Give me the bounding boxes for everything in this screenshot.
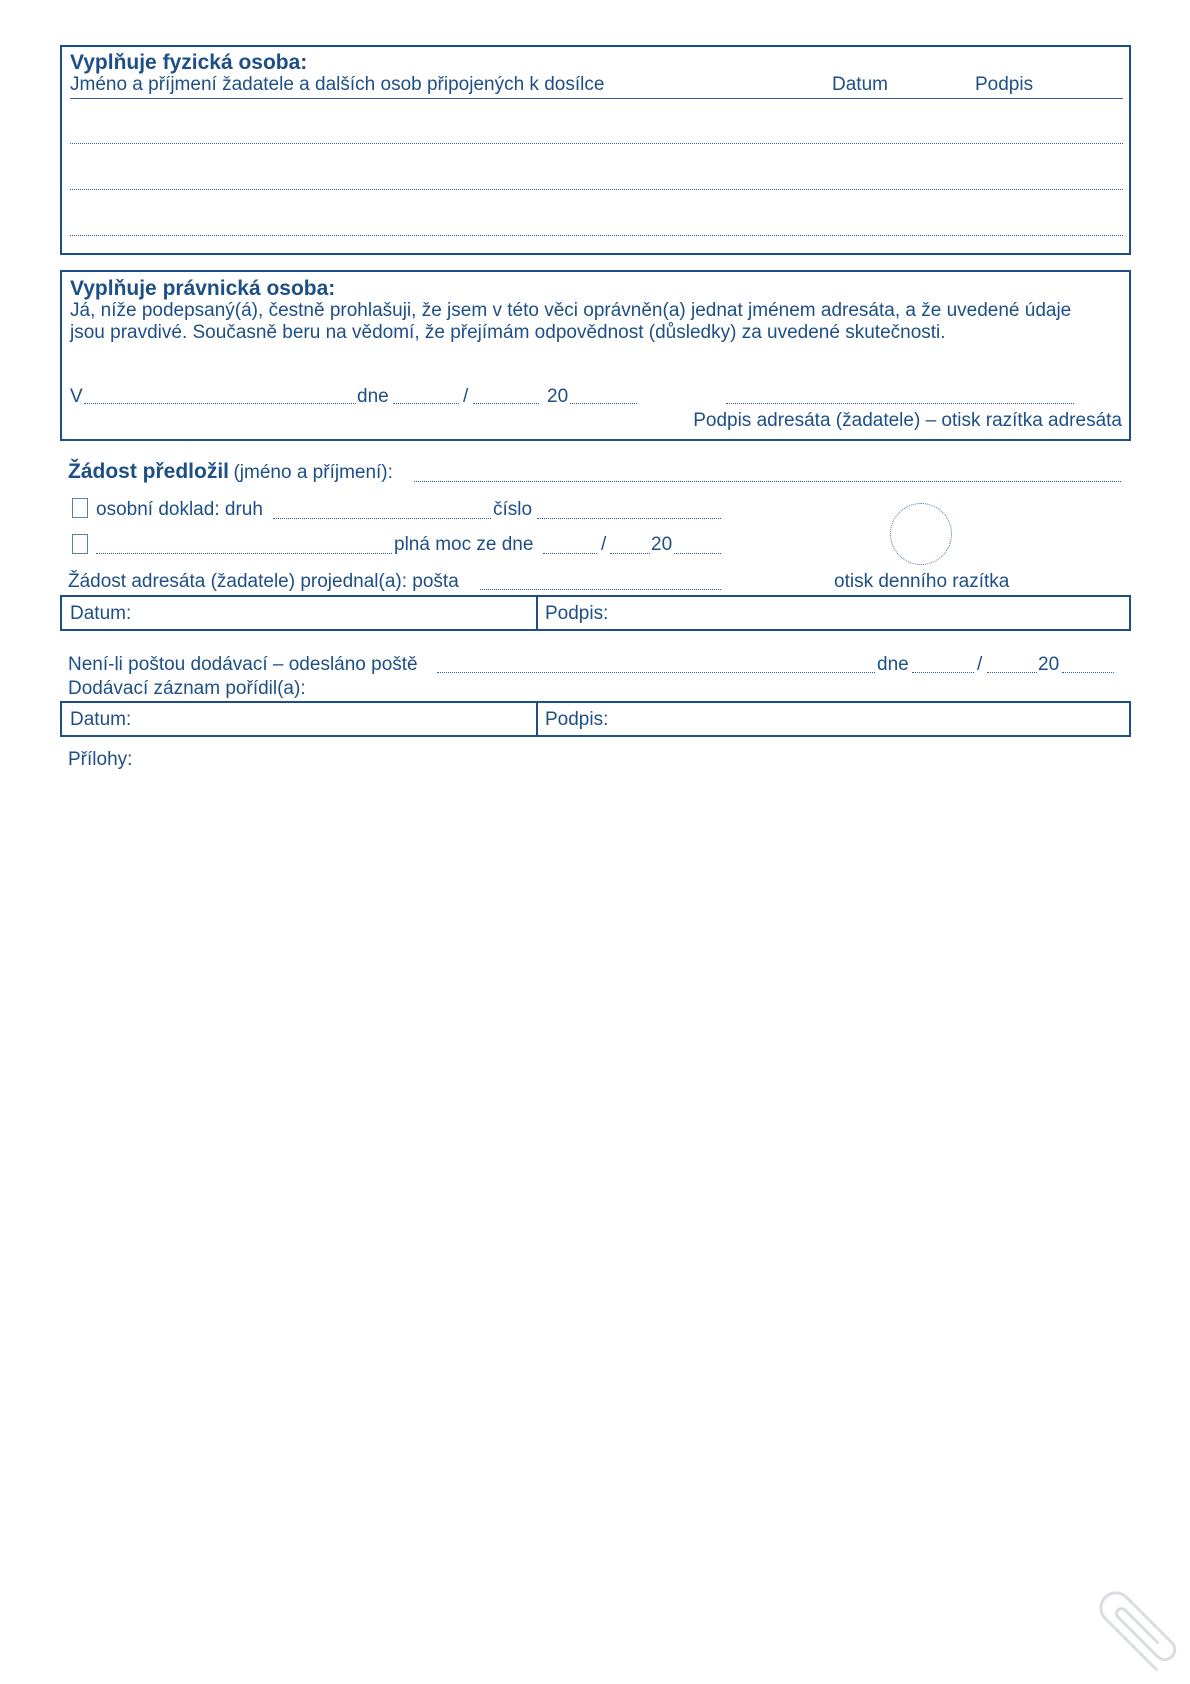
submission-title-bold: Žádost předložil — [68, 460, 230, 483]
poa-day-field[interactable] — [543, 553, 597, 554]
submission-date-signature-row — [60, 595, 1131, 631]
applicant-entry-line-2[interactable] — [70, 189, 1123, 190]
delivery-slash: / — [977, 654, 983, 675]
applicant-name-label: Jméno a příjmení žadatele a dalších osob připojených k dosílce — [70, 74, 605, 95]
poa-slash: / — [601, 534, 607, 555]
place-prefix: V — [70, 386, 83, 407]
date-slash: / — [463, 386, 469, 407]
delivery-date-word: dne — [877, 654, 909, 675]
place-field[interactable] — [84, 403, 356, 404]
addressee-signature-caption: Podpis adresáta (žadatele) – otisk razítka adresáta — [693, 410, 1122, 431]
natural-person-heading: Vyplňuje fyzická osoba: — [70, 51, 308, 74]
date-day-field[interactable] — [393, 403, 459, 404]
header-underline — [70, 98, 1123, 99]
legal-person-heading: Vyplňuje právnická osoba: — [70, 277, 336, 300]
post-office-field[interactable] — [480, 589, 721, 590]
row2-divider — [536, 703, 538, 735]
applicant-entry-line-3[interactable] — [70, 235, 1123, 236]
power-of-attorney-label: plná moc ze dne — [394, 534, 534, 555]
processed-by-label: Žádost adresáta (žadatele) projednal(a): pošta — [68, 571, 459, 592]
id-number-label: číslo — [493, 499, 533, 520]
delivery-date-label: Datum: — [70, 709, 132, 730]
delivery-signature-label: Podpis: — [545, 709, 609, 730]
date-column-label: Datum — [832, 74, 888, 95]
declaration-text-line-1: Já, níže podepsaný(á), čestně prohlašuji, že jsem v této věci oprávněn(a) jednat jménem adresáta, a že uvedené údaje — [70, 300, 1072, 321]
submission-signature-label: Podpis: — [545, 603, 609, 624]
legal-person-box — [60, 270, 1131, 441]
power-of-attorney-checkbox[interactable] — [72, 534, 88, 554]
poa-year-prefix: 20 — [651, 534, 673, 555]
delivery-month-field[interactable] — [987, 672, 1037, 673]
signature-column-label: Podpis — [975, 74, 1034, 95]
date-word: dne — [357, 386, 389, 407]
date-month-field[interactable] — [473, 403, 539, 404]
delivery-year-prefix: 20 — [1038, 654, 1060, 675]
sent-to-post-office-field[interactable] — [437, 672, 875, 673]
delivery-date-signature-row — [60, 701, 1131, 737]
delivery-record-label: Dodávací záznam pořídil(a): — [68, 678, 306, 699]
id-document-label: osobní doklad: druh — [96, 499, 263, 520]
date-year-field[interactable] — [570, 403, 637, 404]
declaration-text-line-2: jsou pravdivé. Současně beru na vědomí, že přejímám odpovědnost (důsledky) za uvedené skutečnosti. — [70, 322, 946, 343]
addressee-signature-field[interactable] — [726, 403, 1074, 404]
submission-title-rest: (jméno a příjmení): — [233, 462, 393, 483]
poa-year-field[interactable] — [674, 553, 721, 554]
submission-date-label: Datum: — [70, 603, 132, 624]
stamp-caption: otisk denního razítka — [834, 571, 1010, 592]
applicant-entry-line-1[interactable] — [70, 143, 1123, 144]
attachments-label: Přílohy: — [68, 749, 133, 770]
delivery-day-field[interactable] — [912, 672, 974, 673]
paperclip-icon — [1080, 1572, 1190, 1682]
id-document-checkbox[interactable] — [72, 498, 88, 518]
submission-title — [68, 460, 393, 486]
submitter-name-field[interactable] — [414, 481, 1121, 482]
delivery-year-field[interactable] — [1062, 672, 1114, 673]
natural-person-box — [60, 45, 1131, 255]
power-of-attorney-holder-field[interactable] — [96, 553, 392, 554]
not-delivering-label: Není-li poštou dodávací – odesláno poště — [68, 654, 418, 675]
id-document-type-field[interactable] — [273, 518, 491, 519]
date-stamp-circle[interactable] — [890, 503, 952, 565]
poa-month-field[interactable] — [610, 553, 650, 554]
id-number-field[interactable] — [537, 518, 721, 519]
row1-divider — [536, 597, 538, 629]
year-prefix: 20 — [547, 386, 569, 407]
